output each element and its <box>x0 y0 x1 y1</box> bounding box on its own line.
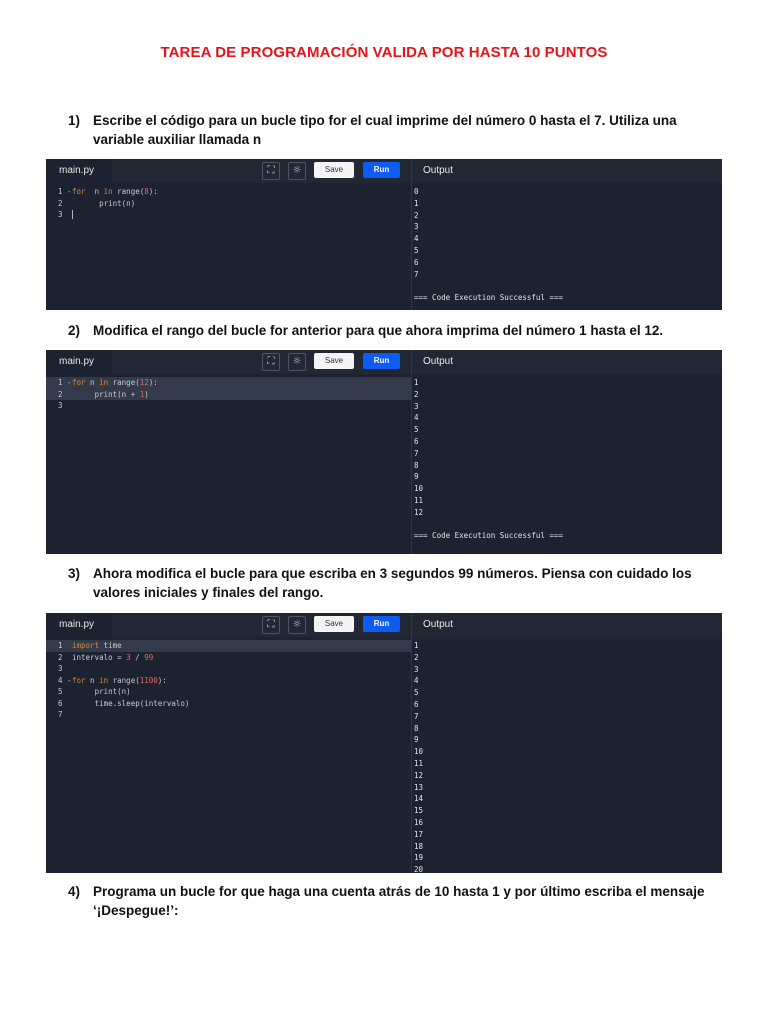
output-line: 7 <box>414 448 419 458</box>
theme-toggle-icon[interactable]: ☼ <box>288 353 306 371</box>
number-token: 99 <box>144 652 154 662</box>
keyword-token: for <box>72 187 86 196</box>
output-area <box>414 374 722 554</box>
question-number: 1) <box>68 113 81 128</box>
code-token: print(n) <box>72 198 136 208</box>
question-text: Programa un bucle for que haga una cuenta atrás de 10 hasta 1 y por último escriba el mensaje ‘¡Despegue!’: <box>93 884 705 918</box>
pane-divider <box>411 613 412 873</box>
output-line: 2 <box>414 652 419 662</box>
code-line <box>46 377 411 389</box>
output-line: 13 <box>414 782 424 792</box>
line-number: 3 <box>58 401 63 410</box>
question-number: 4) <box>68 884 81 899</box>
number-token: 100 <box>144 675 158 685</box>
code-text <box>72 186 158 198</box>
code-token: print(n + <box>72 389 140 399</box>
line-number: 3 <box>58 664 63 673</box>
code-editor-2 <box>46 350 722 554</box>
output-line: 7 <box>414 711 419 721</box>
code-editor-1 <box>46 159 722 310</box>
question-4 <box>68 882 708 920</box>
line-number: 1 - <box>58 187 72 196</box>
theme-toggle-icon[interactable]: ☼ <box>288 162 306 180</box>
output-line: 2 <box>414 389 419 399</box>
code-token: range( <box>108 675 140 685</box>
keyword-token: for <box>72 675 86 685</box>
output-line: 5 <box>414 425 419 435</box>
code-token: range( <box>108 378 140 387</box>
output-line: 3 <box>414 664 419 674</box>
code-token: print(n) <box>72 687 131 696</box>
line-number: 4 - <box>58 675 72 685</box>
code-text <box>72 652 153 664</box>
fullscreen-icon[interactable]: ⛶ <box>262 616 280 634</box>
fullscreen-icon[interactable]: ⛶ <box>262 162 280 180</box>
code-area[interactable] <box>46 183 411 310</box>
output-line: 0 <box>414 187 419 196</box>
tab-main-py[interactable]: main.py <box>46 613 112 637</box>
line-number: 2 <box>58 198 63 208</box>
output-line: 9 <box>414 735 419 745</box>
code-token: time <box>99 641 122 650</box>
question-2 <box>68 321 708 340</box>
question-text: Ahora modifica el bucle para que escriba en 3 segundos 99 números. Piensa con cuidado los valores iniciales y finales del rango. <box>93 566 692 600</box>
pane-divider <box>411 350 412 554</box>
number-token: 1 <box>139 675 145 685</box>
output-line: 9 <box>414 472 419 482</box>
keyword-token: for <box>72 378 86 387</box>
keyword-token: in <box>103 187 113 196</box>
output-label: Output <box>423 619 454 630</box>
line-number: 7 <box>58 710 63 719</box>
output-line: 11 <box>414 496 424 505</box>
page-title: TAREA DE PROGRAMACIÓN VALIDA POR HASTA 10 PUNTOS <box>160 44 608 61</box>
code-text <box>72 675 167 687</box>
output-line: 20 <box>414 865 424 873</box>
output-line: 11 <box>414 759 424 768</box>
output-line: 4 <box>414 413 419 423</box>
code-token: ) <box>144 389 149 399</box>
output-line: 17 <box>414 829 424 839</box>
code-line <box>46 400 411 412</box>
line-number: 5 <box>58 687 63 696</box>
output-line: 12 <box>414 507 424 517</box>
output-line: 5 <box>414 246 419 255</box>
keyword-token: in <box>99 675 109 685</box>
tab-main-py[interactable]: main.py <box>46 350 112 374</box>
output-line: 1 <box>414 378 419 387</box>
output-line: 14 <box>414 794 424 804</box>
code-text <box>72 698 189 710</box>
output-area <box>414 183 722 310</box>
code-line <box>46 663 411 675</box>
code-editor-3 <box>46 613 722 873</box>
output-line: 19 <box>414 853 424 863</box>
output-line: 4 <box>414 234 419 244</box>
code-line <box>46 640 411 652</box>
number-token: 1 <box>139 389 145 399</box>
code-token: ): <box>157 675 167 685</box>
code-token: time.sleep(intervalo) <box>72 698 190 708</box>
code-text <box>72 686 131 698</box>
line-number: 3 <box>58 210 63 219</box>
output-line: 8 <box>414 460 419 470</box>
code-text <box>72 640 122 652</box>
run-button[interactable]: Run <box>363 162 400 178</box>
output-area <box>414 637 722 873</box>
pane-divider <box>411 159 412 310</box>
code-line <box>46 698 411 710</box>
code-token: ): <box>148 378 158 387</box>
code-area[interactable] <box>46 374 411 554</box>
output-line: === Code Execution Successful === <box>414 531 564 541</box>
question-number: 3) <box>68 566 81 581</box>
code-token: intervalo = <box>72 652 127 662</box>
code-line <box>46 709 411 721</box>
line-number: 2 <box>58 389 63 399</box>
number-token: 3 <box>126 652 131 662</box>
text-cursor <box>72 210 73 219</box>
line-number: 6 <box>58 698 63 708</box>
code-line <box>46 389 411 401</box>
output-label: Output <box>423 165 454 176</box>
line-number: 2 <box>58 652 63 662</box>
line-number: 1 <box>58 641 63 650</box>
question-text: Modifica el rango del bucle for anterior para que ahora imprima del número 1 hasta el 12. <box>93 323 664 338</box>
code-line <box>46 198 411 210</box>
output-line: 4 <box>414 676 419 686</box>
keyword-token: import <box>72 641 100 650</box>
code-line <box>46 186 411 198</box>
output-line: 12 <box>414 770 424 780</box>
question-text: Escribe el código para un bucle tipo for el cual imprime del número 0 hasta el 7. Utiliza una variable auxiliar llamada n <box>93 113 677 147</box>
output-line: 10 <box>414 747 424 757</box>
output-line: 10 <box>414 484 424 494</box>
output-line: 6 <box>414 700 419 709</box>
output-line: 3 <box>414 401 419 411</box>
tab-main-py[interactable]: main.py <box>46 159 112 183</box>
code-text <box>72 198 135 210</box>
number-token: 12 <box>139 378 149 387</box>
save-button[interactable]: Save <box>314 616 354 632</box>
output-line: 15 <box>414 806 424 816</box>
save-button[interactable]: Save <box>314 353 354 369</box>
editor-toolbar <box>46 350 722 374</box>
output-label: Output <box>423 356 454 367</box>
code-token: n <box>85 187 104 196</box>
output-line: 6 <box>414 257 419 267</box>
code-token: / <box>130 652 145 662</box>
line-number: 1 - <box>58 378 72 387</box>
code-line <box>46 686 411 698</box>
output-line: 18 <box>414 841 424 851</box>
output-line: 7 <box>414 269 419 279</box>
code-text <box>72 377 158 389</box>
save-button[interactable]: Save <box>314 162 354 178</box>
editor-toolbar <box>46 613 722 637</box>
output-line: 5 <box>414 688 419 698</box>
code-line <box>46 209 411 221</box>
output-line: 1 <box>414 641 419 650</box>
output-line: === Code Execution Successful === <box>414 293 564 303</box>
run-button[interactable]: Run <box>363 353 400 369</box>
code-token: range( <box>112 187 145 196</box>
question-number: 2) <box>68 323 81 338</box>
number-token: 8 <box>144 187 149 196</box>
output-line: 1 <box>414 198 419 208</box>
code-token: ): <box>148 187 158 196</box>
code-text <box>72 389 149 401</box>
fullscreen-icon[interactable]: ⛶ <box>262 353 280 371</box>
output-line: 2 <box>414 210 419 220</box>
code-line <box>46 675 411 687</box>
run-button[interactable]: Run <box>363 616 400 632</box>
code-token: n <box>85 378 100 387</box>
output-line: 3 <box>414 222 419 232</box>
output-line: 16 <box>414 818 424 827</box>
code-token: n <box>85 675 100 685</box>
keyword-token: in <box>99 378 109 387</box>
question-1 <box>68 111 708 149</box>
output-line: 8 <box>414 723 419 733</box>
editor-toolbar <box>46 159 722 183</box>
code-area[interactable] <box>46 637 411 873</box>
theme-toggle-icon[interactable]: ☼ <box>288 616 306 634</box>
question-3 <box>68 564 708 602</box>
code-line <box>46 652 411 664</box>
output-line: 6 <box>414 437 419 446</box>
